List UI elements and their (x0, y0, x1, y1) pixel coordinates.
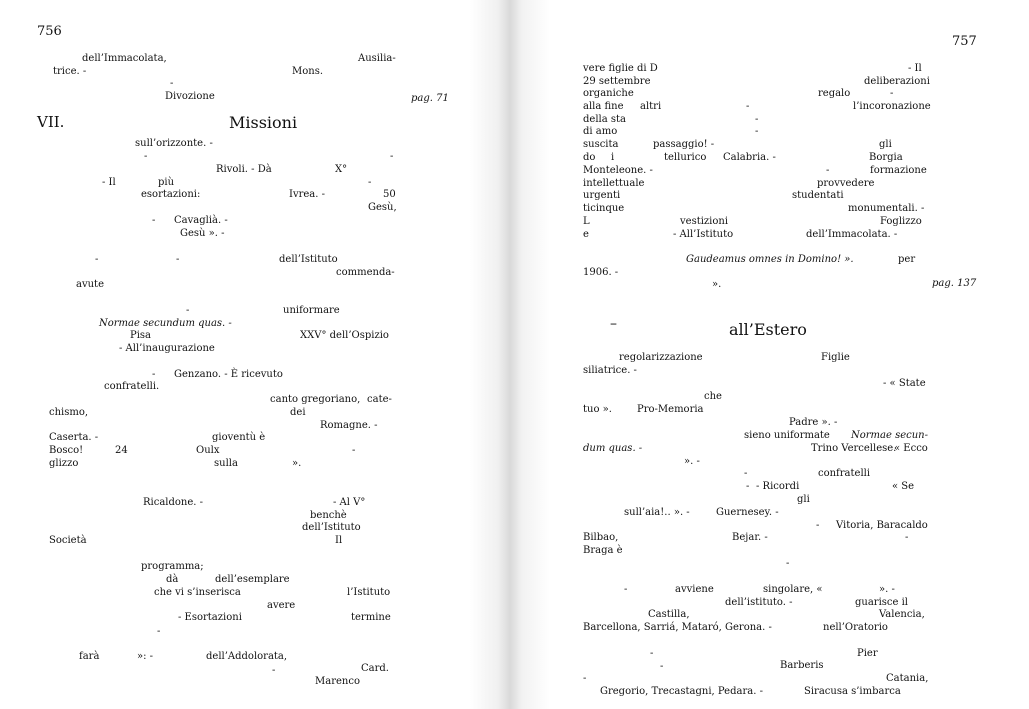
dash-mark: - (746, 481, 750, 492)
dash-mark: - (152, 369, 156, 380)
text-line: avere (267, 600, 296, 611)
text-line: Bilbao, (583, 532, 619, 543)
text-line: farà (79, 651, 100, 662)
text-line: ticinque (583, 203, 625, 214)
page-number-left: 756 (37, 24, 62, 39)
text-line: dell’esemplare (215, 574, 290, 585)
text-line: Divozione (165, 91, 215, 102)
text-line: di amo (583, 126, 618, 137)
text-line: più (158, 177, 175, 188)
text-line: Foglizzo (880, 216, 922, 227)
text-line: - Al V° (333, 497, 366, 508)
text-line: « Ecco (894, 443, 928, 454)
text-line: dell’istituto. - (725, 597, 793, 608)
text-line: 29 settembre (583, 76, 651, 87)
text-line: Calabria. - (723, 152, 776, 163)
text-line: per (898, 254, 916, 265)
text-line: 50 (383, 189, 396, 200)
left-page (0, 0, 510, 709)
text-line: Siracusa s’imbarca (804, 686, 901, 697)
text-line: Cavaglià. - (174, 215, 228, 226)
text-line: L (583, 216, 590, 227)
dash-mark: - (186, 305, 190, 316)
text-line: X° (335, 164, 348, 175)
text-line: commenda- (336, 267, 395, 278)
text-line: termine (351, 612, 391, 623)
dash-mark: - (816, 520, 820, 531)
text-line: dell’Immacolata, (82, 53, 167, 64)
page-reference: pag. 137 (932, 278, 977, 289)
dash-mark: - (905, 532, 909, 543)
text-line: passaggio! - (653, 139, 715, 150)
dash-mark: - (746, 101, 750, 112)
text-line: Società (49, 535, 87, 546)
text-line: nell’Oratorio (823, 622, 888, 633)
text-line: canto gregoriano, (270, 394, 361, 405)
text-line: ». (292, 458, 302, 469)
text-line: Marenco (315, 676, 360, 687)
text-line: Trino Vercellese. (811, 443, 897, 454)
text-line: vere figlie di D (583, 63, 658, 74)
text-line: Bejar. - (732, 532, 768, 543)
text-line: monumentali. - (848, 203, 925, 214)
text-line: e (583, 229, 589, 240)
dash-mark: - (272, 665, 276, 676)
text-line: ». - (684, 456, 700, 467)
text-line: Romagne. - (320, 420, 378, 431)
text-line: sull’orizzonte. - (135, 138, 213, 149)
text-line: Vitoria, Baracaldo (836, 520, 928, 531)
text-line: cate- (367, 394, 392, 405)
text-line: XXV° dell’Ospizio (300, 330, 389, 341)
text-line: Rivoli. - Dà (216, 164, 272, 175)
text-line: Pisa (130, 330, 152, 341)
dash-mark: - (755, 114, 759, 125)
text-line: do (583, 152, 596, 163)
page-number-right: 757 (952, 34, 977, 49)
text-line: Monteleone. - (583, 165, 653, 176)
text-line: dell’Istituto (279, 254, 338, 265)
dash-mark: - (368, 177, 372, 188)
text-line: urgenti (583, 190, 621, 201)
text-line: Oulx (196, 445, 220, 456)
text-line: intellettuale (583, 178, 645, 189)
section-numeral: VII. (37, 113, 65, 131)
text-line: Catania, (886, 673, 929, 684)
text-line: tellurico (664, 152, 707, 163)
text-line: Gaudeamus omnes in Domino! ». (686, 254, 854, 265)
text-line: - Il (102, 177, 116, 188)
right-page (510, 0, 1029, 709)
text-line: Caserta. - (49, 432, 99, 443)
text-line: siliatrice. - (583, 365, 637, 376)
text-line: gioventù è (212, 432, 266, 443)
text-line: Borgia (869, 152, 903, 163)
dash-mark: - (95, 254, 99, 265)
text-line: - Esortazioni (178, 612, 242, 623)
text-line: singolare, « (763, 584, 823, 595)
text-line: « Se (892, 481, 915, 492)
text-line: 1906. - (583, 267, 619, 278)
text-line: provvedere (817, 178, 875, 189)
text-line: deliberazioni (864, 76, 930, 87)
text-line: Figlie (821, 352, 850, 363)
text-line: - Ricordi (756, 481, 800, 492)
text-line: formazione (870, 165, 927, 176)
text-line: Valencia, (879, 609, 925, 620)
text-line: che (704, 391, 722, 402)
text-line: Gesù ». - (180, 228, 225, 239)
text-line: Pier (857, 648, 878, 659)
text-line: organiche (583, 88, 634, 99)
text-line: - All’Istituto (673, 229, 734, 240)
text-line: uniformare (283, 305, 340, 316)
dash-mark: - (755, 126, 759, 137)
dash-mark: – (610, 316, 617, 332)
dash-mark: - (624, 584, 628, 595)
text-line: confratelli. (104, 381, 160, 392)
text-line: - All’inaugurazione (119, 343, 215, 354)
text-line: sieno uniformate (744, 430, 830, 441)
text-line: Pro-Memoria (637, 404, 704, 415)
text-line: guarisce il (855, 597, 909, 608)
text-line: suscita (583, 139, 619, 150)
dash-mark: - (390, 151, 394, 162)
text-line: ». (712, 279, 722, 290)
text-line: Gesù, (368, 202, 397, 213)
text-line: Ricaldone. - (143, 497, 204, 508)
text-line: Ausilia- (358, 53, 396, 64)
dash-mark: - (583, 673, 587, 684)
text-line: regolarizzazione (619, 352, 703, 363)
text-line: dell’Istituto (302, 522, 361, 533)
text-line: Barberis (780, 660, 824, 671)
dash-mark: - (786, 558, 790, 569)
text-line: avviene (675, 584, 714, 595)
text-line: Guernesey. - (716, 507, 779, 518)
text-line: i (611, 152, 615, 163)
text-line: Bosco! (49, 445, 84, 456)
dash-mark: - (890, 88, 894, 99)
text-line: Normae secun- (851, 430, 929, 441)
page-reference: pag. 71 (411, 93, 449, 104)
text-line: Il (335, 535, 343, 546)
text-line: Barcellona, Sarriá, Mataró, Gerona. - (583, 622, 772, 633)
text-line: altri (640, 101, 662, 112)
section-title: Missioni (229, 113, 298, 132)
text-line: chismo, (49, 407, 89, 418)
dash-mark: - (152, 215, 156, 226)
text-line: glizzo (49, 458, 79, 469)
text-line: Genzano. - È ricevuto (174, 369, 283, 380)
text-line: della sta (583, 114, 626, 125)
text-line: - « State (883, 378, 926, 389)
text-line: tuo ». (583, 404, 612, 415)
text-line: alla fine (583, 101, 624, 112)
text-line: l’Istituto (347, 587, 391, 598)
text-line: Braga è (583, 545, 623, 556)
text-line: dell’Immacolata. - (806, 229, 898, 240)
dash-mark: - (650, 648, 654, 659)
text-line: trice. - (53, 66, 87, 77)
text-line: Ivrea. - (289, 189, 325, 200)
section-heading: all’Estero (729, 320, 807, 339)
dash-mark: - (144, 151, 148, 162)
text-line: Normae secundum quas. - (99, 318, 232, 329)
text-line: dà (166, 574, 179, 585)
text-line: benchè (310, 510, 347, 521)
text-line: dei (290, 407, 306, 418)
dash-mark: - (170, 78, 174, 89)
text-line: 24 (115, 445, 128, 456)
text-line: »: - (137, 651, 154, 662)
dash-mark: - (660, 661, 664, 672)
text-line: programma; (141, 561, 204, 572)
text-line: Gregorio, Trecastagni, Pedara. - (600, 686, 763, 697)
dash-mark: - (826, 165, 830, 176)
dash-mark: - (157, 626, 161, 637)
text-line: Castilla, (648, 609, 690, 620)
text-line: sulla (214, 458, 238, 469)
text-line: Mons. (292, 66, 324, 77)
text-line: che vi s’inserisca (154, 587, 241, 598)
dash-mark: - (744, 468, 748, 479)
text-line: studentati (792, 190, 844, 201)
text-line: gli (797, 494, 810, 505)
text-line: - Il (908, 63, 922, 74)
text-line: esortazioni: (141, 189, 201, 200)
text-line: l’incoronazione (853, 101, 931, 112)
text-line: regalo (818, 88, 851, 99)
text-line: Card. (361, 663, 389, 674)
text-line: gli (879, 139, 892, 150)
text-line: dell’Addolorata, (206, 651, 288, 662)
text-line: avute (76, 279, 104, 290)
dash-mark: - (176, 254, 180, 265)
text-line: ». - (879, 584, 895, 595)
text-line: Padre ». - (789, 417, 838, 428)
text-line: sull’aia!.. ». - (624, 507, 690, 518)
text-line: vestizioni (680, 216, 729, 227)
text-line: dum quas. - (583, 443, 643, 454)
text-line: confratelli (818, 468, 871, 479)
dash-mark: - (352, 445, 356, 456)
